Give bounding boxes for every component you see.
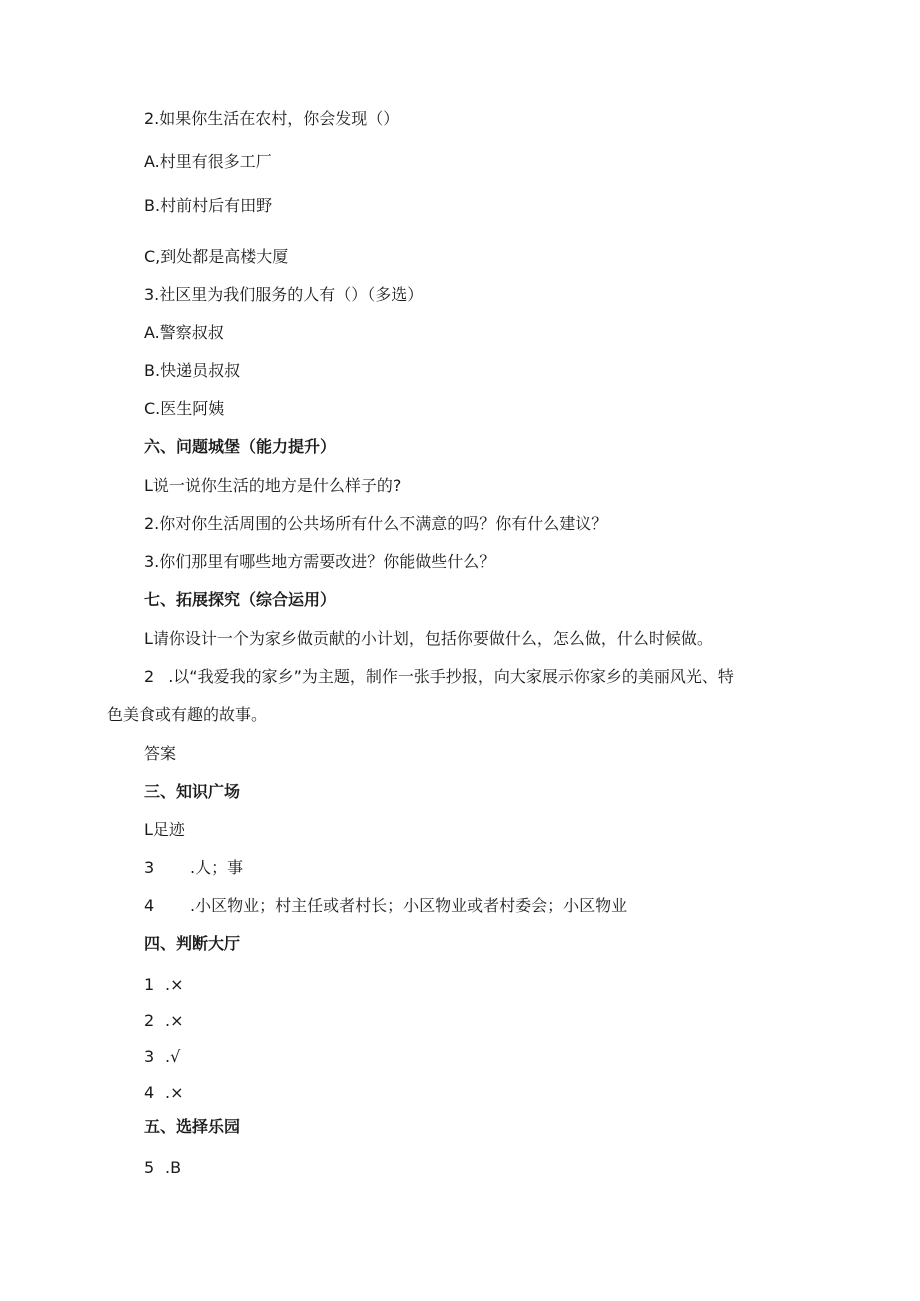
item-text: .× [165, 1083, 184, 1102]
question-2-option-c: C,到处都是高楼大厦 [144, 247, 289, 266]
section-6-heading: 六、问题城堡（能力提升） [144, 437, 337, 456]
section-6-item-3: 3.你们那里有哪些地方需要改进？你能做些什么？ [144, 552, 496, 571]
question-3-option-a: A.警察叔叔 [144, 323, 224, 342]
answers-section-3-item-1: L足迹 [144, 820, 185, 839]
item-text: .× [165, 975, 184, 994]
item-text: .× [165, 1011, 184, 1030]
answers-section-5-heading: 五、选择乐园 [144, 1117, 241, 1136]
answers-section-3-item-4 [144, 896, 627, 916]
answers-section-4-item-3 [144, 1047, 180, 1067]
answers-section-4-item-2 [144, 1011, 184, 1031]
section-7-item-2-line-2: 色美食或有趣的故事。 [107, 705, 268, 724]
item-text: .小区物业；村主任或者村长；小区物业或者村委会；小区物业 [190, 896, 628, 915]
item-number: 4 [144, 1083, 155, 1102]
item-number: 2 [144, 1011, 155, 1030]
item-text: .B [165, 1158, 182, 1177]
item-number: 3 [144, 858, 155, 877]
question-3-option-b: B.快递员叔叔 [144, 361, 241, 380]
answers-section-3-heading: 三、知识广场 [144, 782, 241, 801]
section-6-item-1: L说一说你生活的地方是什么样子的? [144, 476, 402, 495]
section-7-item-2 [107, 658, 797, 734]
item-number: 4 [144, 896, 155, 915]
section-7-heading: 七、拓展探究（综合运用） [144, 590, 337, 609]
section-7-item-2-line-1 [107, 658, 797, 696]
answers-section-4-heading: 四、判断大厅 [144, 934, 241, 953]
item-number: 5 [144, 1158, 155, 1177]
answers-section-4-item-1 [144, 975, 184, 995]
question-2-stem: 2.如果你生活在农村，你会发现（） [144, 109, 400, 128]
section-7-item-2-number: 2 [144, 667, 155, 686]
item-number: 1 [144, 975, 155, 994]
item-text: .√ [165, 1047, 181, 1066]
answers-title: 答案 [144, 744, 177, 763]
item-text: .人；事 [190, 858, 244, 877]
answers-section-4-item-4 [144, 1083, 184, 1103]
item-number: 3 [144, 1047, 155, 1066]
question-3-option-c: C.医生阿姨 [144, 399, 225, 418]
section-7-item-1: L请你设计一个为家乡做贡献的小计划，包括你要做什么，怎么做，什么时候做。 [144, 629, 713, 648]
answers-section-3-item-3 [144, 858, 243, 878]
question-2-option-a: A.村里有很多工厂 [144, 152, 272, 171]
question-3-stem: 3.社区里为我们服务的人有（）（多选） [144, 285, 424, 304]
section-7-item-2-text: .以“我爱我的家乡”为主题，制作一张手抄报，向大家展示你家乡的美丽风光、特 [168, 667, 734, 686]
answers-section-5-item-5 [144, 1158, 181, 1178]
question-2-option-b: B.村前村后有田野 [144, 196, 273, 215]
section-6-item-2: 2.你对你生活周围的公共场所有什么不满意的吗？你有什么建议？ [144, 514, 608, 533]
